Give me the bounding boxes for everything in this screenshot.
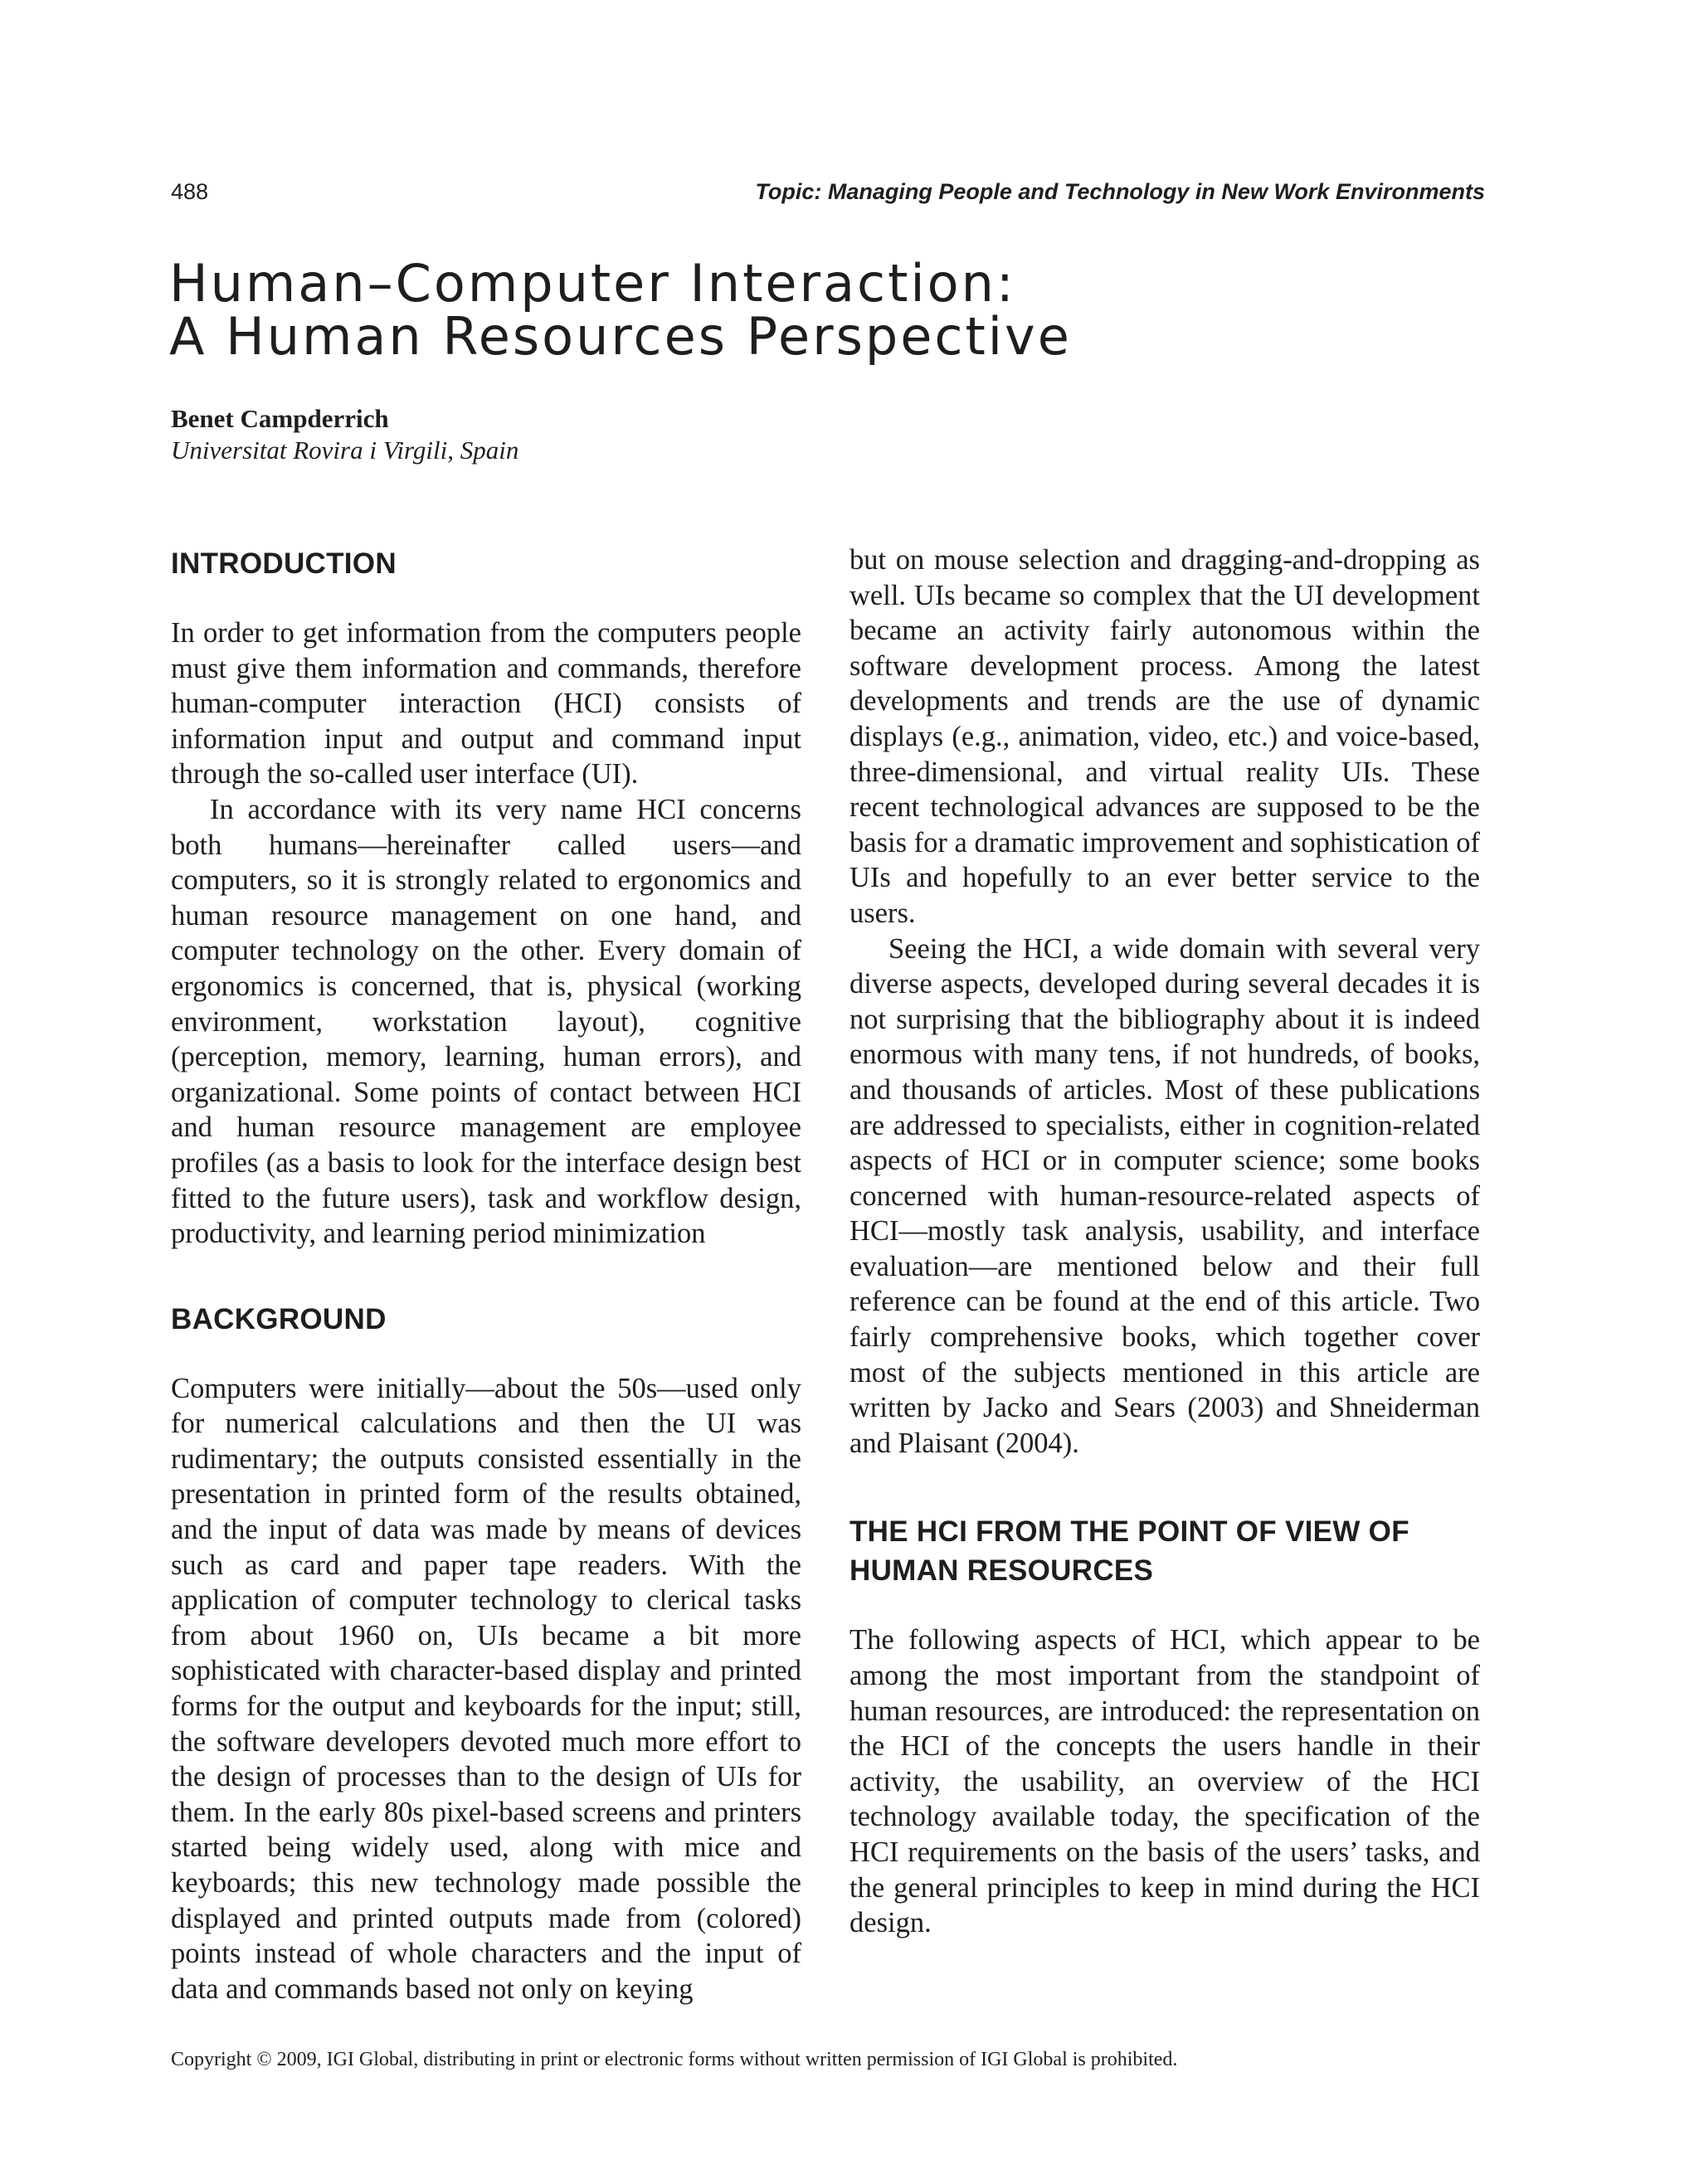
- hci-human-resources-paragraph-1: The following aspects of HCI, which appear to be among the most important from the standpoint of human resources, are introduced: the representation on the HCI of the concepts the users handle in their activity, the usability, an overview of the HCI technology available today, the specification of the HCI requirements on the basis of the users’ tasks, and the general principles to keep in mind during the HCI design.: [850, 1624, 1480, 1939]
- author-block: [171, 403, 518, 466]
- section-heading-background: BACKGROUND: [171, 1302, 387, 1335]
- background-paragraph-1-part-1: Computers were initially—about the 50s—used only for numerical calculations and then the UI was rudimentary; the outputs consisted essentially in the presentation in printed form of the results obtained, and the input of data was made by means of devices such as card and paper tape readers. With the application of computer technology to clerical tasks from about 1960 on, UIs became a bit more sophisticated with character-based display and printed forms for the output and keyboards for the input; still, the software developers devoted much more effort to the design of processes than to the design of UIs for them. In the early 80s pixel-based screens and printers started being widely used, along with mice and keyboards; this new technology made possible the displayed and printed outputs made from (colored) points instead of whole characters and the input of data and commands based not only on keying: [171, 1372, 801, 2005]
- author-affiliation: Universitat Rovira i Virgili, Spain: [171, 435, 519, 465]
- introduction-paragraph-2: In accordance with its very name HCI concerns both humans—hereinafter called users—and computers, so it is strongly related to ergonomics and human resource management on one hand, and computer technology on the other. Every domain of ergonomics is concerned, that is, physical (working environment, workstation layout), cognitive (perception, memory, learning, human errors), and organizational. Some points of contact between HCI and human resource management are employee profiles (as a basis to look for the interface design best fitted to the future users), task and workflow design, productivity, and learning period minimization: [171, 793, 801, 1250]
- page-number: 488: [171, 179, 209, 204]
- copyright-footer: Copyright © 2009, IGI Global, distributing in print or electronic forms without written permission of IGI Global is prohibited.: [171, 2049, 1178, 2070]
- article-title-line-1: Human–Computer Interaction:: [169, 253, 1016, 314]
- article-title-line-2: A Human Resources Perspective: [169, 306, 1072, 367]
- background-paragraph-1-part-2: but on mouse selection and dragging-and-dropping as well. UIs became so complex that the UI development became an activity fairly autonomous within the software development process. Among the latest developments and trends are the use of dynamic displays (e.g., animation, video, etc.) and voice-based, three-dimensional, and virtual reality UIs. These recent technological advances are supposed to be the basis for a dramatic improvement and sophistication of UIs and hopefully to an ever better service to the users.: [850, 544, 1480, 929]
- introduction-paragraph-1: In order to get information from the computers people must give them information and commands, therefore human-computer interaction (HCI) consists of information input and output and command input through the so-called user interface (UI).: [171, 617, 801, 790]
- author-name: Benet Campderrich: [171, 404, 389, 433]
- article-title: [169, 253, 1414, 367]
- running-head: [171, 179, 1485, 212]
- left-column: [171, 542, 801, 2006]
- section-heading-hci-human-resources: THE HCI FROM THE POINT OF VIEW OF HUMAN RESOURCES: [850, 1515, 1409, 1588]
- section-heading-introduction: INTRODUCTION: [171, 547, 397, 580]
- background-paragraph-2: Seeing the HCI, a wide domain with several very diverse aspects, developed during several decades it is not surprising that the bibliography about it is indeed enormous with many tens, if not hundreds, of books, and thousands of articles. Most of these publications are addressed to specialists, either in cognition-related aspects of HCI or in computer science; some books concerned with human-resource-related aspects of HCI—mostly task analysis, usability, and interface evaluation—are mentioned below and their full reference can be found at the end of this article. Two fairly comprehensive books, which together cover most of the subjects mentioned in this article are written by Jacko and Sears (2003) and Shneiderman and Plaisant (2004).: [850, 932, 1480, 1459]
- right-column: [850, 542, 1480, 1941]
- running-head-topic: Topic: Managing People and Technology in New Work Environments: [755, 179, 1485, 204]
